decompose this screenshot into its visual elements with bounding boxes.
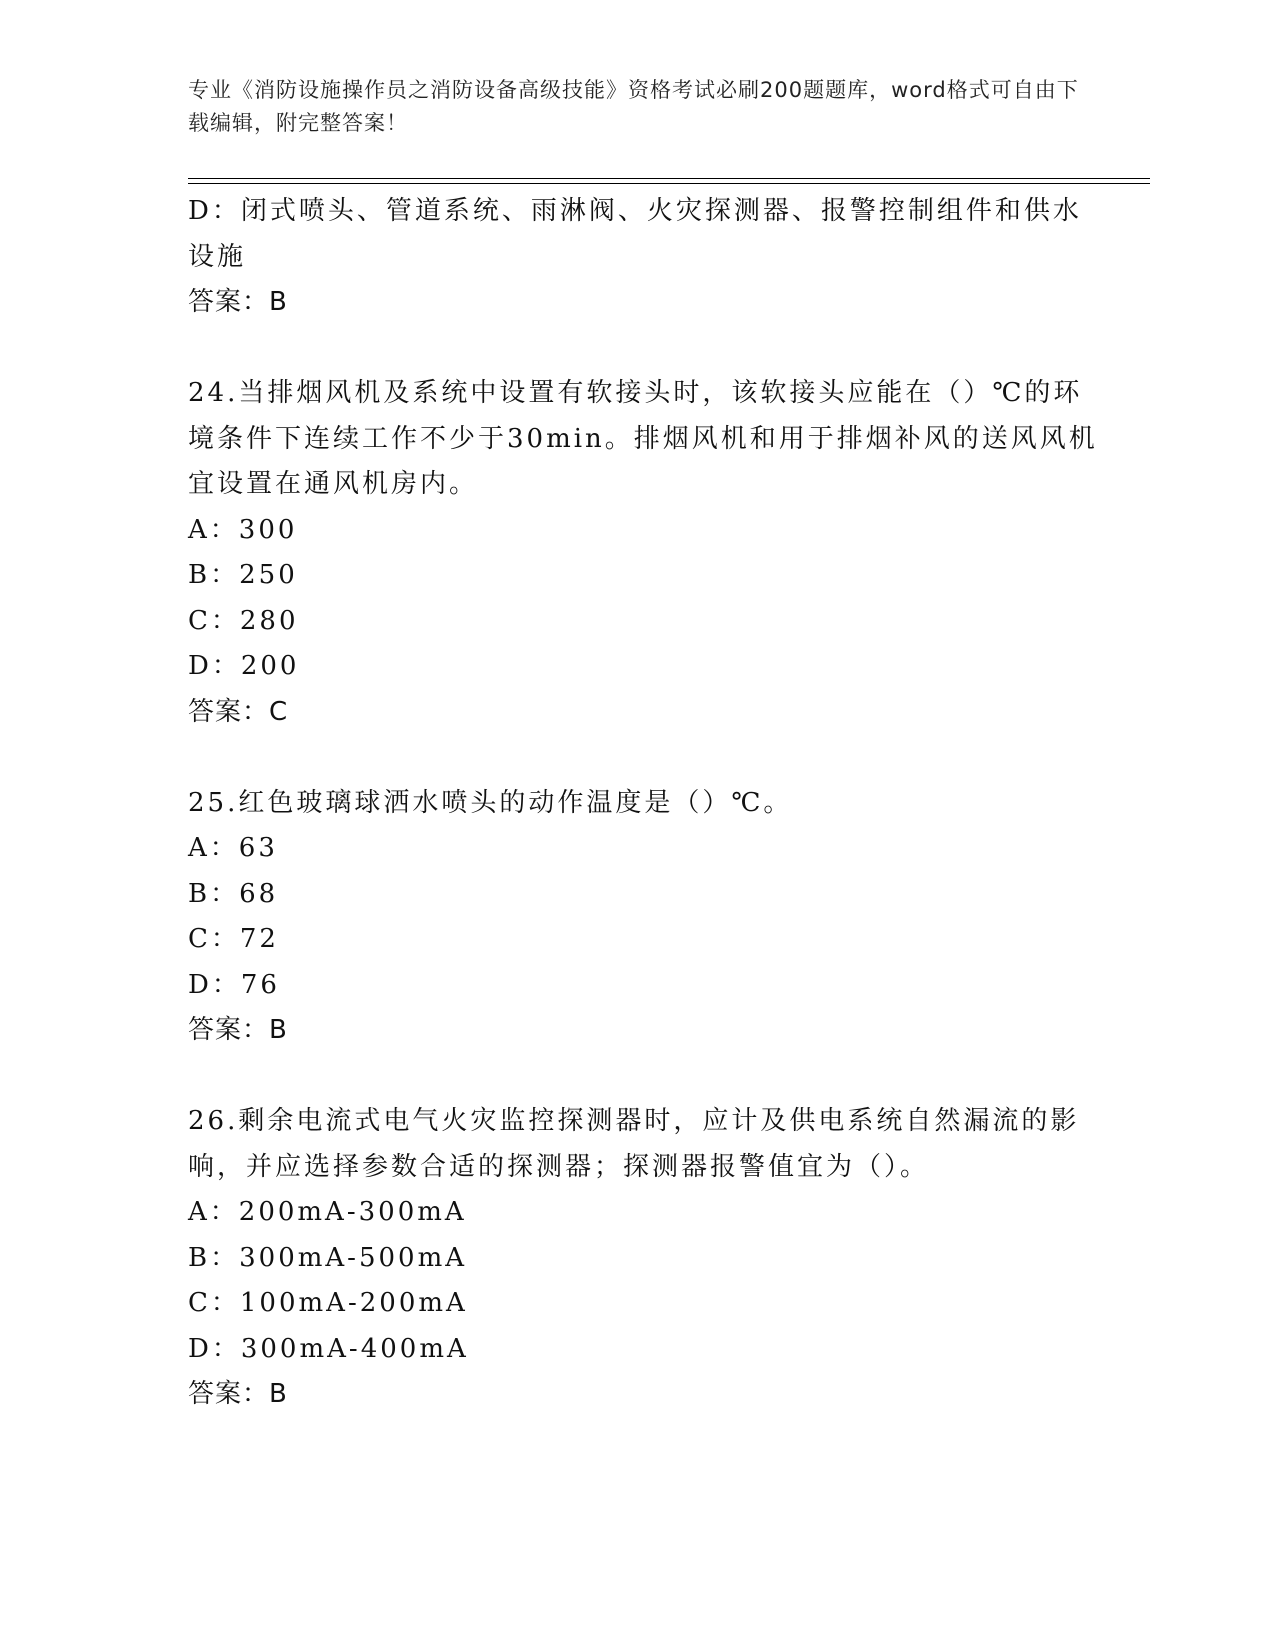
option-c: C：100mA-200mA [188,1288,468,1318]
question-text-line: 24.当排烟风机及系统中设置有软接头时，该软接头应能在（）℃的环 [188,378,1083,408]
option-a: A：300 [188,514,298,545]
option-b: B：68 [188,878,279,909]
answer-line: 答案：B [188,287,288,317]
question-text-line: 境条件下连续工作不少于30min。排烟风机和用于排烟补风的送风风机 [188,423,1098,454]
answer-line: 答案：C [188,696,289,727]
spacer [188,735,1088,781]
question-24 [188,371,1098,735]
option-c: C：280 [188,605,299,636]
question-25 [188,781,1088,1054]
question-text-line: 响，并应选择参数合适的探测器；探测器报警值宜为（）。 [188,1151,930,1182]
header-title: 专业《消防设施操作员之消防设备高级技能》资格考试必刷200题题库，word格式可自由下载编辑，附完整答案！ [188,78,1079,135]
question-text-line: 25.红色玻璃球洒水喷头的动作温度是（）℃。 [188,787,793,818]
option-d: D：200 [188,651,300,681]
answer-line: 答案：B [188,1379,288,1409]
option-d: D：76 [188,969,280,1000]
option-b: B：250 [188,560,298,590]
question-text-line: 26.剩余电流式电气火灾监控探测器时，应计及供电系统自然漏流的影 [188,1106,1080,1136]
header-divider-top [188,178,1150,179]
continued-question [188,189,1088,326]
option-b: B：300mA-500mA [188,1242,468,1273]
option-d-continued: 设施 [188,241,247,272]
spacer [188,326,1088,372]
answer-line: 答案：B [188,1015,288,1045]
option-c: C：72 [188,924,279,954]
question-26 [188,1099,1088,1418]
document-header [188,74,1088,140]
option-d: D：闭式喷头、管道系统、雨淋阀、火灾探测器、报警控制组件和供水 [188,196,1082,226]
header-divider-bottom [188,183,1150,184]
option-a: A：200mA-300mA [188,1197,467,1227]
question-text-line: 宜设置在通风机房内。 [188,469,479,499]
option-d: D：300mA-400mA [188,1333,469,1364]
document-body [188,189,1098,1418]
option-a: A：63 [188,833,278,863]
spacer [188,1054,1088,1100]
